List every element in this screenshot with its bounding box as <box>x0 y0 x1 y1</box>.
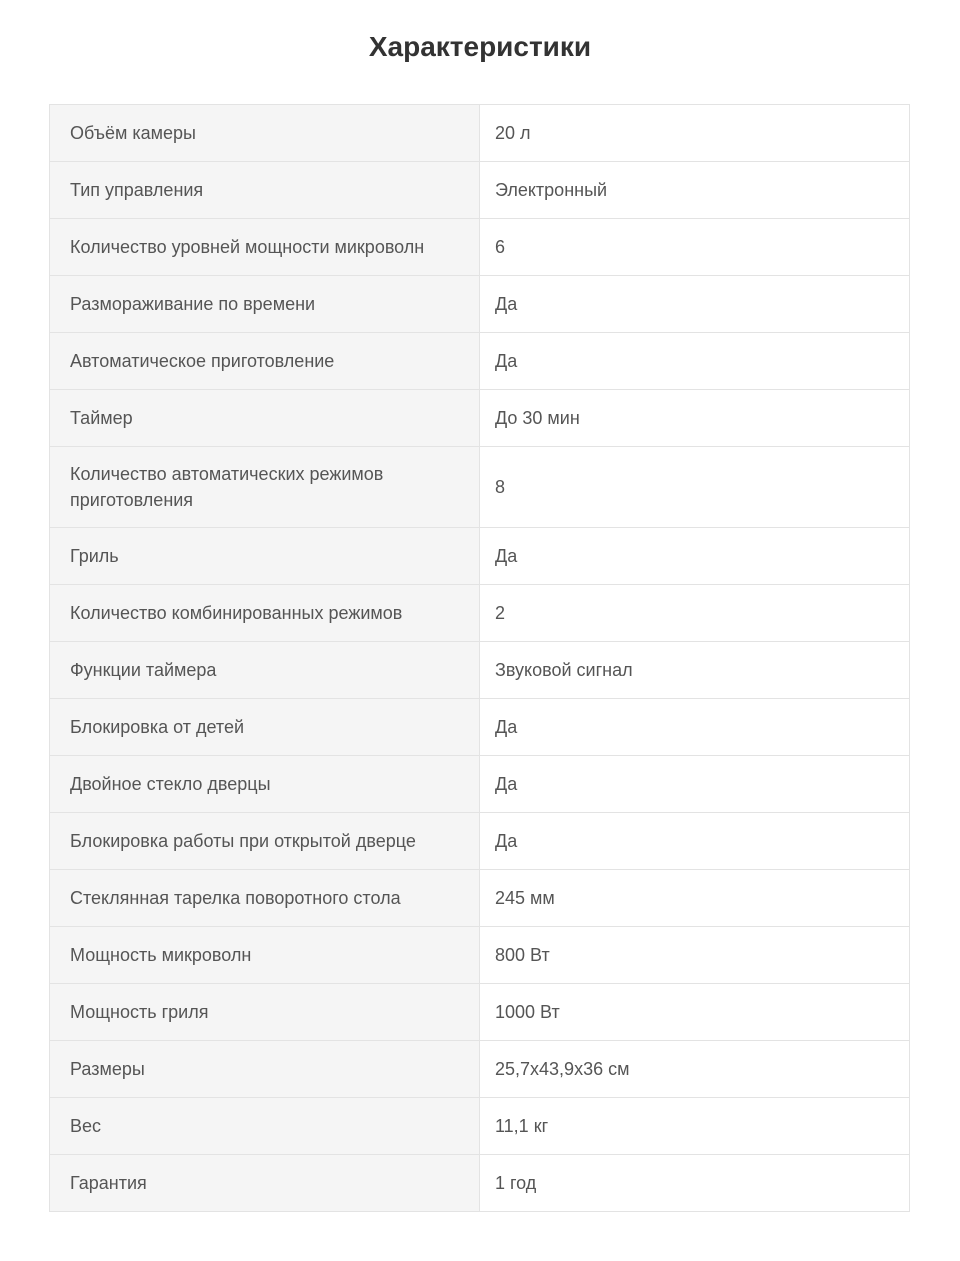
spec-label: Стеклянная тарелка поворотного стола <box>50 870 480 927</box>
spec-value: Да <box>480 276 910 333</box>
table-row <box>50 1098 910 1155</box>
spec-value: 1 год <box>480 1155 910 1212</box>
table-row <box>50 984 910 1041</box>
spec-value: Да <box>480 528 910 585</box>
spec-value: Да <box>480 813 910 870</box>
spec-label: Вес <box>50 1098 480 1155</box>
table-row <box>50 390 910 447</box>
table-row <box>50 162 910 219</box>
spec-value: До 30 мин <box>480 390 910 447</box>
spec-value: 11,1 кг <box>480 1098 910 1155</box>
spec-label: Размораживание по времени <box>50 276 480 333</box>
spec-value: Да <box>480 699 910 756</box>
spec-value: Электронный <box>480 162 910 219</box>
table-row <box>50 528 910 585</box>
page-title: Характеристики <box>368 31 592 62</box>
table-row <box>50 276 910 333</box>
spec-table <box>49 104 910 1212</box>
spec-value: 245 мм <box>480 870 910 927</box>
spec-value: 2 <box>480 585 910 642</box>
spec-label: Автоматическое приготовление <box>50 333 480 390</box>
table-row <box>50 219 910 276</box>
spec-value: 6 <box>480 219 910 276</box>
table-row <box>50 105 910 162</box>
table-row <box>50 756 910 813</box>
spec-value: 1000 Вт <box>480 984 910 1041</box>
spec-value: Да <box>480 756 910 813</box>
spec-value: Звуковой сигнал <box>480 642 910 699</box>
table-row <box>50 870 910 927</box>
table-row <box>50 333 910 390</box>
spec-label: Гриль <box>50 528 480 585</box>
spec-label: Гарантия <box>50 1155 480 1212</box>
spec-value: 800 Вт <box>480 927 910 984</box>
table-row <box>50 699 910 756</box>
spec-label: Мощность микроволн <box>50 927 480 984</box>
spec-label: Блокировка работы при открытой дверце <box>50 813 480 870</box>
spec-value: 25,7x43,9x36 см <box>480 1041 910 1098</box>
spec-label: Блокировка от детей <box>50 699 480 756</box>
spec-value: Да <box>480 333 910 390</box>
spec-label: Двойное стекло дверцы <box>50 756 480 813</box>
spec-label: Количество уровней мощности микроволн <box>50 219 480 276</box>
table-row <box>50 1155 910 1212</box>
spec-label: Размеры <box>50 1041 480 1098</box>
spec-label: Функции таймера <box>50 642 480 699</box>
table-row <box>50 447 910 528</box>
spec-label: Объём камеры <box>50 105 480 162</box>
spec-value: 20 л <box>480 105 910 162</box>
table-row <box>50 1041 910 1098</box>
table-row <box>50 927 910 984</box>
table-row <box>50 585 910 642</box>
table-row <box>50 813 910 870</box>
spec-label: Таймер <box>50 390 480 447</box>
spec-value: 8 <box>480 447 910 528</box>
spec-label: Тип управления <box>50 162 480 219</box>
spec-label: Мощность гриля <box>50 984 480 1041</box>
table-row <box>50 642 910 699</box>
spec-label: Количество комбинированных режимов <box>50 585 480 642</box>
spec-label: Количество автоматических режимов приготовления <box>50 447 480 528</box>
